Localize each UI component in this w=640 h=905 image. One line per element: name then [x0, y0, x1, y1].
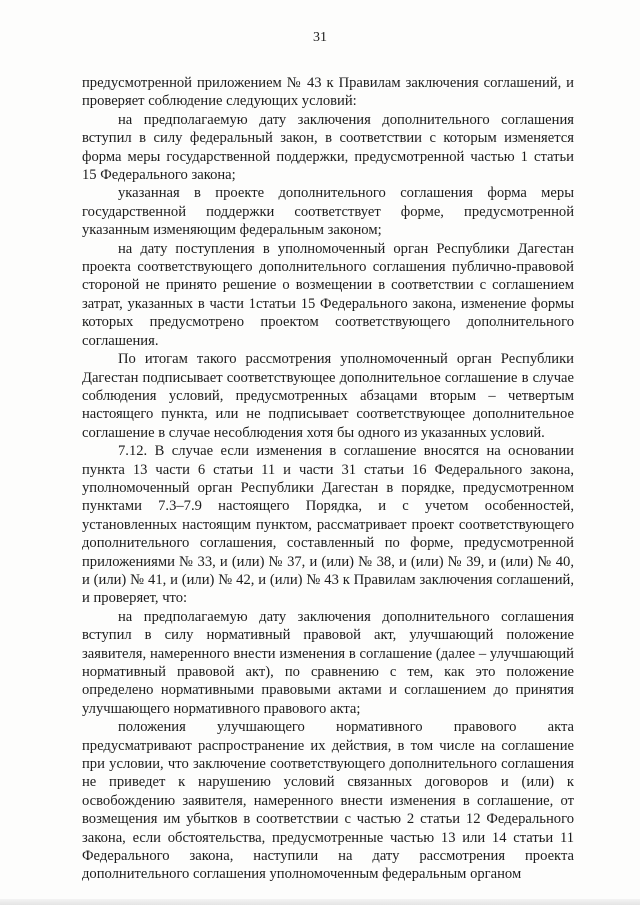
paragraph-continuation: предусмотренной приложением № 43 к Правилам заключения соглашений, и проверяет соблюдение следующих условий:	[82, 75, 574, 110]
scan-bottom-edge	[0, 899, 640, 905]
paragraph-condition-law-in-force: на предполагаемую дату заключения дополнительного соглашения вступил в силу федеральный закон, в соответствии с которым изменяется форма меры государственной поддержки, предусмотренной частью 1 статьи 15 Федерального закона;	[82, 111, 574, 184]
paragraph-improving-act-in-force: на предполагаемую дату заключения дополнительного соглашения вступил в силу нормативный правовой акт, улучшающий положение заявителя, намеренного внести изменения в соглашение (далее – улучшающий нормативный правовой акт), по сравнению с тем, как это положение определено нормативными правовыми актами и соглашением до принятия улучшающего нормативного правового акта;	[82, 608, 574, 717]
paragraph-condition-no-reimbursement: на дату поступления в уполномоченный орган Республики Дагестан проекта соответствующего дополнительного соглашения публично-правовой стороной не принято решение о возмещении в соответствии с соглашением затрат, указанных в части 1статьи 15 Федерального закона, изменение формы которых предусмотрено проектом соответствующего дополнительного соглашения.	[82, 240, 574, 349]
paragraph-review-result: По итогам такого рассмотрения уполномоченный орган Республики Дагестан подписывает соответствующее дополнительное соглашение в случае соблюдения условий, предусмотренных абзацами вторым – четвертым настоящего пункта, или не подписывает соответствующее дополнительное соглашение в случае несоблюдения хотя бы одного из указанных условий.	[82, 351, 574, 441]
paragraph-improving-act-scope: положения улучшающего нормативного правового акта предусматривают распространение их действия, в том числе на соглашение при условии, что заключение соответствующего дополнительного соглашения не приведет к нарушению условий связанных договоров и (или) к освобождению заявителя, намеренного внести изменения в соглашение, от возмещения им убытков в соответствии с частью 2 статьи 12 Федерального закона, если обстоятельства, предусмотренные частью 13 или 14 статьи 11 Федерального закона, наступили на дату рассмотрения проекта дополнительного соглашения уполномоченным федеральным органом	[82, 719, 574, 883]
paragraph-clause-7-12: 7.12. В случае если изменения в соглашение вносятся на основании пункта 13 части 6 статьи 11 и части 31 статьи 16 Федерального закона, уполномоченный орган Республики Дагестан в порядке, предусмотренном пунктами 7.3–7.9 настоящего Порядка, и с учетом особенностей, установленных настоящим пунктом, рассматривает проект соответствующего дополнительного соглашения, составленный по форме, предусмотренной приложениями № 33, и (или) № 37, и (или) № 38, и (или) № 39, и (или) № 40, и (или) № 41, и (или) № 42, и (или) № 43 к Правилам заключения соглашений, и проверяет, что:	[82, 443, 574, 607]
paragraph-condition-form-matches: указанная в проекте дополнительного соглашения форма меры государственной поддержки соответствует форме, предусмотренной указанным изменяющим федеральным законом;	[82, 185, 574, 239]
page-number: 31	[313, 30, 327, 45]
document-body	[82, 74, 574, 884]
